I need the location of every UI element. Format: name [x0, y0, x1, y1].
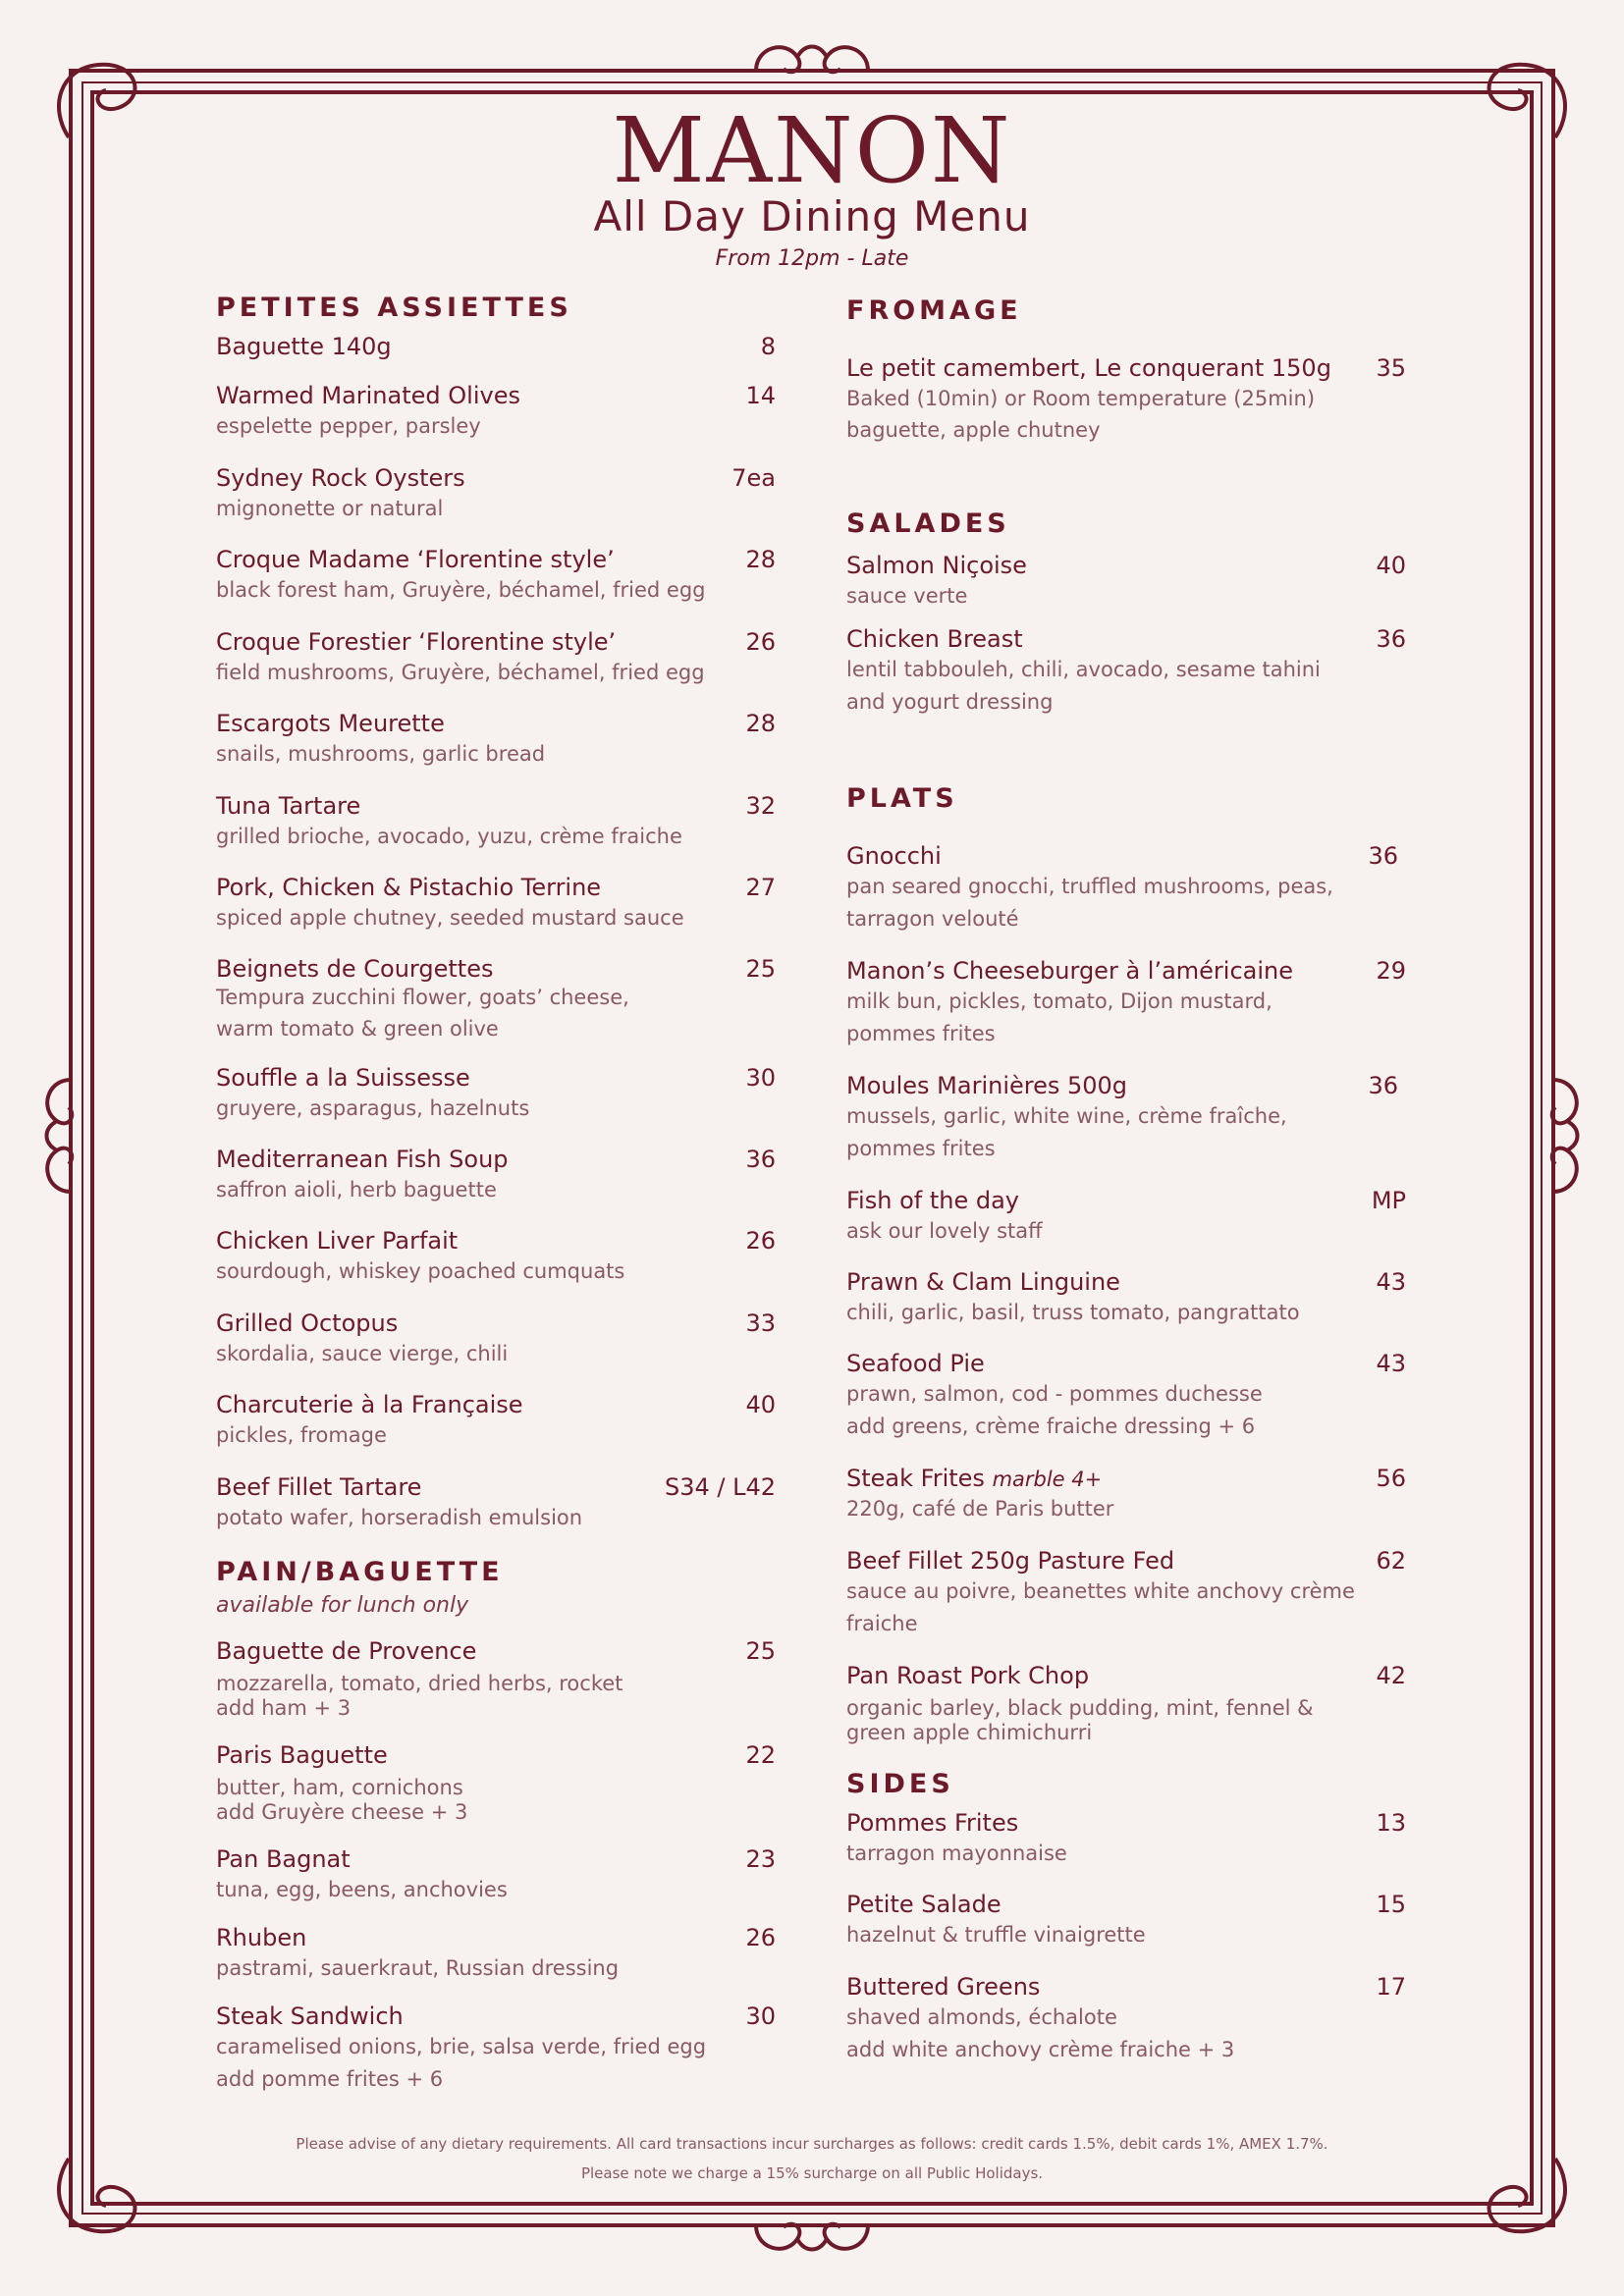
menu-item — [216, 1226, 776, 1288]
item-name: Gnocchi — [846, 842, 942, 870]
item-name: Pan Bagnat — [216, 1845, 351, 1873]
item-description: spiced apple chutney, seeded mustard sauce — [216, 906, 684, 930]
item-price: 29 — [1376, 957, 1406, 985]
item-price: 35 — [1376, 354, 1406, 382]
item-price: 32 — [745, 792, 776, 820]
menu-item — [216, 1308, 776, 1370]
item-description: skordalia, sauce vierge, chili — [216, 1342, 509, 1365]
item-name: Tuna Tartare — [216, 792, 361, 820]
item-price: 36 — [745, 1146, 776, 1173]
item-name: Chicken Breast — [846, 625, 1023, 653]
item-price: 43 — [1376, 1268, 1406, 1296]
item-name: Sydney Rock Oysters — [216, 464, 465, 492]
item-name: Baguette 140g — [216, 333, 392, 360]
item-name: Charcuterie à la Française — [216, 1391, 523, 1418]
menu-item — [216, 2002, 776, 2096]
item-name: Petite Salade — [846, 1891, 1001, 1918]
menu-item — [216, 709, 776, 771]
item-name: Warmed Marinated Olives — [216, 382, 520, 409]
item-price: 17 — [1376, 1973, 1406, 2001]
item-description: chili, garlic, basil, truss tomato, pangrattato — [846, 1301, 1300, 1324]
menu-item — [846, 1267, 1406, 1329]
item-description-line2: tarragon velouté — [846, 907, 1019, 931]
menu-item — [216, 1063, 776, 1125]
item-description: lentil tabbouleh, chili, avocado, sesame tahini — [846, 658, 1321, 681]
item-description: sauce verte — [846, 584, 968, 608]
section-title-sides: SIDES — [846, 1769, 954, 1799]
item-description: 220g, café de Paris butter — [846, 1497, 1114, 1521]
menu-item — [216, 1844, 776, 1906]
item-description: mignonette or natural — [216, 497, 444, 520]
item-price: 42 — [1376, 1662, 1406, 1689]
item-name: Paris Baguette — [216, 1741, 388, 1769]
item-name: Grilled Octopus — [216, 1309, 399, 1337]
item-name: Pommes Frites — [846, 1809, 1019, 1837]
item-description-line2: green apple chimichurri — [846, 1721, 1093, 1744]
item-name: Souffle a la Suissesse — [216, 1064, 470, 1092]
item-description: hazelnut & truffle vinaigrette — [846, 1923, 1146, 1947]
item-description: pastrami, sauerkraut, Russian dressing — [216, 1956, 620, 1980]
item-price: 36 — [1368, 1072, 1398, 1099]
item-name: Beef Fillet 250g Pasture Fed — [846, 1547, 1175, 1575]
item-price: 25 — [745, 1637, 776, 1665]
item-name-note: marble 4+ — [992, 1468, 1103, 1491]
menu-item — [216, 873, 776, 934]
menu-item — [846, 1890, 1406, 1951]
item-description: shaved almonds, échalote — [846, 2005, 1117, 2029]
footer-surcharge-note: Please advise of any dietary requirements. All card transactions incur surcharges as follows: credit cards 1.5%, debit cards 1%, AMEX 1.7%. — [296, 2135, 1328, 2153]
item-name: Seafood Pie — [846, 1350, 985, 1377]
menu-item — [216, 1923, 776, 1985]
item-name: Croque Forestier ‘Florentine style’ — [216, 628, 617, 656]
item-name: Beef Fillet Tartare — [216, 1473, 422, 1501]
item-description: Baked (10min) or Room temperature (25min) — [846, 387, 1316, 410]
item-description: caramelised onions, brie, salsa verde, fried egg — [216, 2035, 707, 2058]
menu-item — [846, 1071, 1398, 1165]
item-price: 36 — [1376, 625, 1406, 653]
item-price: 28 — [745, 546, 776, 573]
item-description-line2: add pomme frites + 6 — [216, 2067, 444, 2091]
menu-item — [216, 1740, 776, 1825]
item-description-line2: fraiche — [846, 1612, 918, 1635]
item-name: Prawn & Clam Linguine — [846, 1268, 1120, 1296]
item-description-line2: add ham + 3 — [216, 1696, 352, 1720]
item-price: 25 — [745, 955, 776, 983]
item-description-line2: pommes frites — [846, 1022, 996, 1045]
item-price: 14 — [745, 382, 776, 409]
item-price: 56 — [1376, 1465, 1406, 1492]
item-name: Chicken Liver Parfait — [216, 1227, 459, 1255]
item-price: 43 — [1376, 1350, 1406, 1377]
section-note: available for lunch only — [216, 1593, 469, 1618]
item-name-text: Steak Frites — [846, 1465, 985, 1492]
item-name: Moules Marinières 500g — [846, 1072, 1128, 1099]
item-description-line2: pommes frites — [846, 1137, 996, 1160]
menu-item — [216, 1636, 776, 1721]
item-description: sourdough, whiskey poached cumquats — [216, 1259, 625, 1283]
brand-title: MANON — [612, 98, 1012, 203]
item-price: 13 — [1376, 1809, 1406, 1837]
menu-item — [846, 1186, 1406, 1248]
section-title-pain: PAIN/BAGUETTE — [216, 1557, 504, 1587]
item-price: 28 — [745, 710, 776, 737]
item-description: snails, mushrooms, garlic bread — [216, 742, 546, 766]
item-name: Pork, Chicken & Pistachio Terrine — [216, 874, 602, 901]
menu-item — [216, 954, 776, 1044]
section-title-plats: PLATS — [846, 783, 958, 814]
item-description: gruyere, asparagus, hazelnuts — [216, 1096, 530, 1120]
item-description-line2: baguette, apple chutney — [846, 418, 1101, 442]
item-price: 15 — [1376, 1891, 1406, 1918]
menu-item — [846, 956, 1406, 1050]
item-name: Manon’s Cheeseburger à l’américaine — [846, 957, 1294, 985]
item-description: butter, ham, cornichons — [216, 1776, 463, 1799]
item-name: Beignets de Courgettes — [216, 955, 494, 983]
item-name: Salmon Niçoise — [846, 552, 1027, 579]
item-description: ask our lovely staff — [846, 1219, 1043, 1243]
menu-item — [846, 1546, 1406, 1640]
item-price: 33 — [745, 1309, 776, 1337]
item-name: Croque Madame ‘Florentine style’ — [216, 546, 615, 573]
item-description: Tempura zucchini flower, goats’ cheese, — [216, 986, 629, 1009]
item-description: field mushrooms, Gruyère, béchamel, fried egg — [216, 661, 705, 684]
item-price: 22 — [745, 1741, 776, 1769]
menu-item — [846, 1808, 1406, 1870]
menu-item — [216, 1145, 776, 1206]
service-hours: From 12pm - Late — [715, 246, 909, 271]
section-title-petites: PETITES ASSIETTES — [216, 293, 572, 323]
menu-item — [846, 1349, 1406, 1443]
item-description: prawn, salmon, cod - pommes duchesse — [846, 1382, 1263, 1406]
menu-item — [216, 463, 776, 525]
item-price: 7ea — [731, 464, 776, 492]
item-price: 26 — [745, 628, 776, 656]
menu-item — [216, 1390, 776, 1452]
item-description-line2: warm tomato & green olive — [216, 1017, 499, 1041]
item-description: tarragon mayonnaise — [846, 1842, 1067, 1865]
menu-item — [216, 791, 776, 853]
item-description: tuna, egg, beens, anchovies — [216, 1878, 508, 1901]
item-price: 40 — [745, 1391, 776, 1418]
menu-item — [216, 545, 776, 607]
item-description: mussels, garlic, white wine, crème fraîche, — [846, 1104, 1287, 1128]
item-name: Buttered Greens — [846, 1973, 1041, 2001]
item-description: pickles, fromage — [216, 1423, 387, 1447]
item-name: Pan Roast Pork Chop — [846, 1662, 1090, 1689]
item-price: 26 — [745, 1227, 776, 1255]
item-description-line2: add Gruyère cheese + 3 — [216, 1800, 468, 1824]
menu-item — [846, 841, 1398, 935]
item-price: 40 — [1376, 552, 1406, 579]
item-description: espelette pepper, parsley — [216, 414, 481, 438]
menu-item — [846, 624, 1406, 719]
item-description: milk bun, pickles, tomato, Dijon mustard, — [846, 989, 1272, 1013]
item-price: 62 — [1376, 1547, 1406, 1575]
item-price: 8 — [760, 333, 776, 360]
item-description-line2: add white anchovy crème fraiche + 3 — [846, 2038, 1235, 2061]
item-name: Le petit camembert, Le conquerant 150g — [846, 354, 1331, 382]
menu-item — [216, 381, 776, 443]
item-description: saffron aioli, herb baguette — [216, 1178, 497, 1201]
menu-item — [216, 627, 776, 689]
item-price: 23 — [745, 1845, 776, 1873]
item-price: 27 — [745, 874, 776, 901]
item-price: MP — [1371, 1187, 1406, 1214]
section-title-salades: SALADES — [846, 508, 1010, 539]
menu-item — [846, 1972, 1406, 2066]
menu-subtitle: All Day Dining Menu — [593, 192, 1031, 240]
item-name: Baguette de Provence — [216, 1637, 477, 1665]
item-price: 30 — [745, 2002, 776, 2030]
menu-item — [216, 332, 776, 361]
item-description-line2: and yogurt dressing — [846, 690, 1054, 714]
item-name: Mediterranean Fish Soup — [216, 1146, 509, 1173]
item-price: 30 — [745, 1064, 776, 1092]
item-description: grilled brioche, avocado, yuzu, crème fraiche — [216, 825, 682, 848]
item-description: sauce au poivre, beanettes white anchovy crème — [846, 1579, 1355, 1603]
item-name: Rhuben — [216, 1924, 307, 1951]
item-description: black forest ham, Gruyère, béchamel, fried egg — [216, 578, 706, 602]
section-title-fromage: FROMAGE — [846, 295, 1022, 326]
footer-holiday-note: Please note we charge a 15% surcharge on all Public Holidays. — [580, 2164, 1044, 2182]
item-price: S34 / L42 — [664, 1473, 776, 1501]
menu-item — [846, 551, 1406, 613]
menu-item — [846, 1464, 1406, 1525]
item-description: potato wafer, horseradish emulsion — [216, 1506, 583, 1529]
menu-item — [846, 353, 1406, 446]
item-name — [846, 1464, 1102, 1494]
item-name: Escargots Meurette — [216, 710, 445, 737]
menu-item — [216, 1472, 776, 1534]
item-price: 36 — [1368, 842, 1398, 870]
item-description: mozzarella, tomato, dried herbs, rocket — [216, 1672, 623, 1695]
item-name: Steak Sandwich — [216, 2002, 404, 2030]
item-name: Fish of the day — [846, 1187, 1019, 1214]
menu-item — [846, 1661, 1406, 1745]
item-price: 26 — [745, 1924, 776, 1951]
item-description: pan seared gnocchi, truffled mushrooms, peas, — [846, 875, 1333, 898]
item-description: organic barley, black pudding, mint, fennel & — [846, 1696, 1314, 1720]
item-description-line2: add greens, crème fraiche dressing + 6 — [846, 1415, 1256, 1438]
